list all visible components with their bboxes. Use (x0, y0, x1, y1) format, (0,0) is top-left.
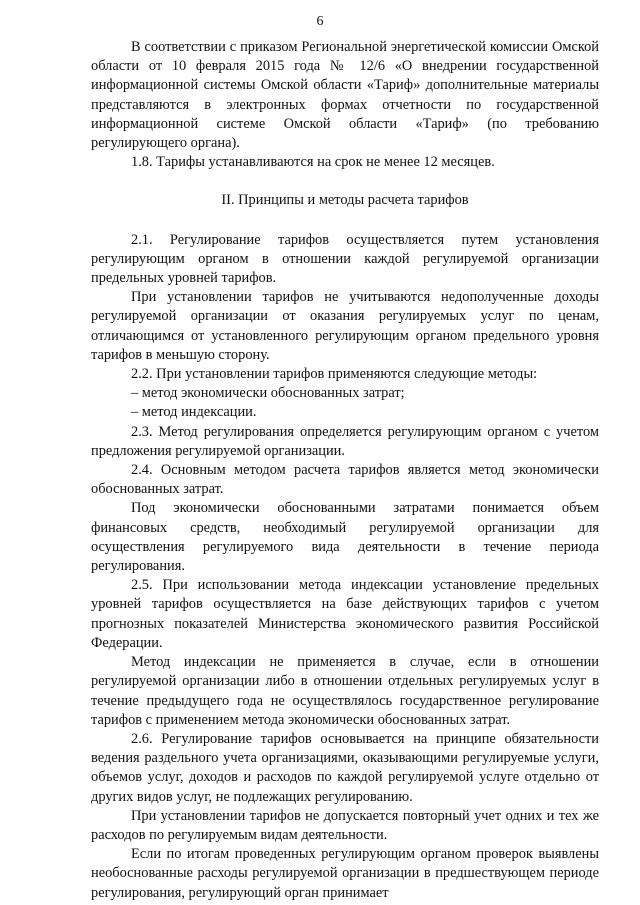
paragraph-2-3: 2.3. Метод регулирования определяется регулирующим органом с учетом предложения регулируемой организации. (91, 423, 599, 459)
document-body (91, 38, 599, 903)
paragraph-2-1: 2.1. Регулирование тарифов осуществляется путем установления регулирующим органом в отношении каждой регулируемой организации предельных уровней тарифов. (91, 231, 599, 287)
paragraph-no-double-count: При установлении тарифов не допускается повторный учет одних и тех же расходов по регулируемым видам деятельности. (91, 807, 599, 843)
paragraph-2-5: 2.5. При использовании метода индексации установление предельных уровней тарифов осуществляется на базе действующих тарифов с учетом прогнозных показателей Министерства экономического развития Российской Федерации. (91, 577, 599, 651)
page-number: 6 (316, 14, 324, 29)
paragraph-1-8: 1.8. Тарифы устанавливаются на срок не менее 12 месяцев. (131, 154, 495, 171)
list-item-indexation: – метод индексации. (131, 404, 257, 421)
paragraph-inspection-results: Если по итогам проведенных регулирующим органом проверок выявлены необоснованные расходы регулируемой организации в предшествующем периоде регулирования, регулирующий орган принимает (91, 846, 599, 901)
paragraph-indexation-exception: Метод индексации не применяется в случае, если в отношении регулируемой организации либо в отношении отдельных регулируемых услуг в течение предыдущего года не осуществлялось государственное регулирование тарифов с применением метода экономически обоснованных затрат. (91, 654, 599, 728)
paragraph-economic-costs-definition: Под экономически обоснованными затратами понимается объем финансовых средств, необходимый регулируемой организации для осуществления регулируемого вида деятельности в течение периода регулирования. (91, 500, 599, 575)
list-item-economic-costs: – метод экономически обоснованных затрат; (131, 385, 405, 402)
paragraph-order-reference: В соответствии с приказом Региональной энергетической комиссии Омской области от 10 февраля 2015 года № 12/6 «О внедрении государственной информационной системы Омской области «Тариф» дополнительные материалы представляются в электронных формах отчетности по государственной информационной системе Омской области «Тариф» (по требованию регулирующего органа). (91, 39, 599, 152)
paragraph-2-6: 2.6. Регулирование тарифов основывается на принципе обязательности ведения раздельного учета организациями, оказывающими регулируемые услуги, объемов услуг, доходов и расходов по каждой регулируемой услуге отдельно от других видов услуг, не подлежащих регулированию. (91, 730, 599, 805)
paragraph-2-4: 2.4. Основным методом расчета тарифов является метод экономически обоснованных затрат. (91, 462, 599, 498)
paragraph-lost-income: При установлении тарифов не учитываются недополученные доходы регулируемой организации от оказания регулируемых услуг по ценам, отличающимся от установленного регулирующим органом предельного уровня тарифов в меньшую сторону. (91, 289, 599, 363)
section-heading: II. Принципы и методы расчета тарифов (221, 192, 469, 209)
paragraph-2-2: 2.2. При установлении тарифов применяются следующие методы: (131, 366, 538, 383)
